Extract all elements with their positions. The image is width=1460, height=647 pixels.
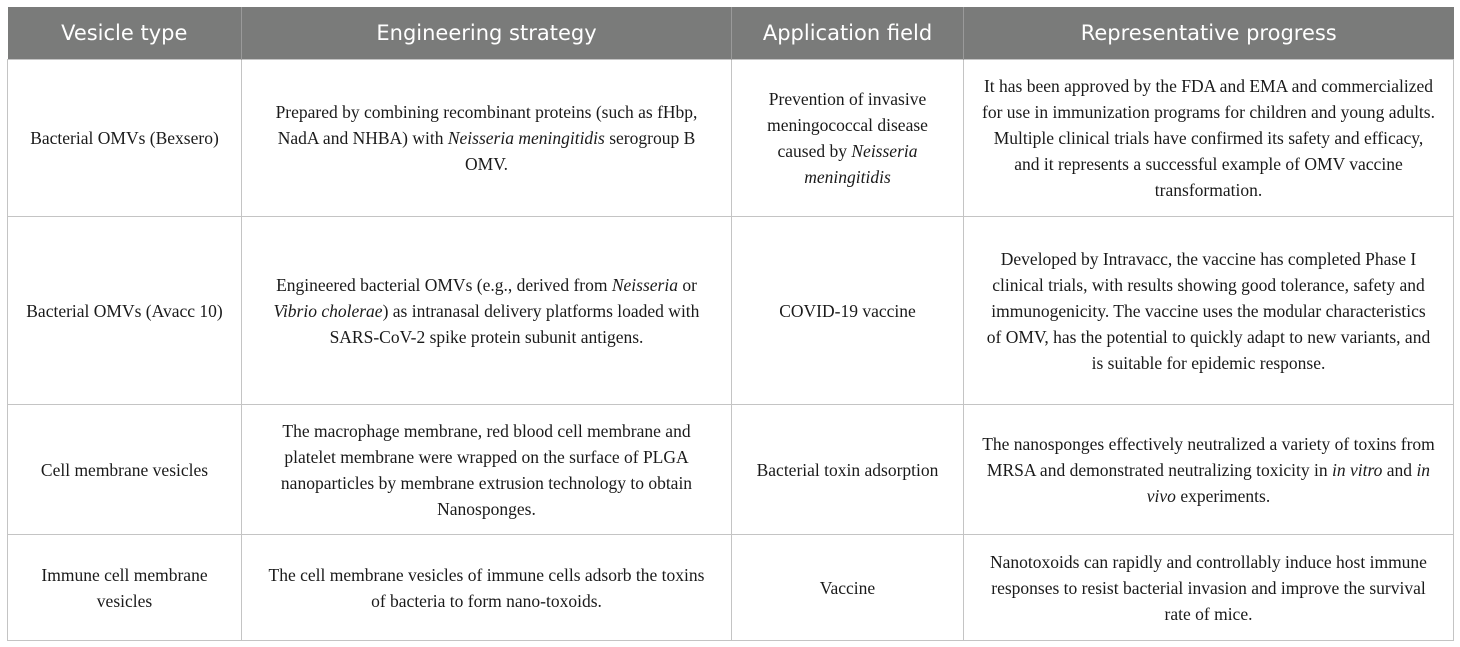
text: Prevention of invasive meningococcal disease caused by (767, 89, 928, 161)
cell-representative-progress (964, 535, 1454, 641)
header-application-field: Application field (732, 7, 964, 60)
text: It has been approved by the FDA and EMA and commercialized for use in immunization programs for children and young adults. Multiple clinical trials have confirmed its safety and efficacy, and it represents a successful example of OMV vaccine transformation. (982, 76, 1435, 200)
cell-representative-progress (964, 60, 1454, 217)
vesicle-table (7, 7, 1454, 641)
table-row (8, 405, 1454, 535)
text: Bacterial toxin adsorption (756, 459, 939, 480)
cell-vesicle-type (8, 535, 242, 641)
cell-engineering-strategy (242, 60, 732, 217)
cell-vesicle-type (8, 217, 242, 405)
header-vesicle-type: Vesicle type (8, 7, 242, 60)
text: Immune cell membrane vesicles (41, 564, 208, 611)
italic-text: Vibrio cholerae (273, 300, 383, 321)
text: The cell membrane vesicles of immune cells adsorb the toxins of bacteria to form nano-toxoids. (268, 564, 705, 611)
text: Developed by Intravacc, the vaccine has completed Phase I clinical trials, with results showing good tolerance, safety and immunogenicity. The vaccine uses the modular characteristics of OMV, has the potential to quickly adapt to new variants, and is suitable for epidemic response. (986, 248, 1431, 373)
cell-application-field (732, 60, 964, 217)
cell-representative-progress (964, 405, 1454, 535)
italic-text: in vitro (1332, 459, 1383, 480)
cell-application-field (732, 535, 964, 641)
text: Cell membrane vesicles (40, 459, 209, 480)
cell-engineering-strategy (242, 405, 732, 535)
table-row (8, 535, 1454, 641)
cell-representative-progress (964, 217, 1454, 405)
cell-vesicle-type (8, 60, 242, 217)
cell-vesicle-type (8, 405, 242, 535)
text: COVID-19 vaccine (779, 300, 916, 321)
italic-text: Neisseria meningitidis (447, 128, 605, 148)
text: The macrophage membrane, red blood cell membrane and platelet membrane were wrapped on the surface of PLGA nanoparticles by membrane extrusion technology to obtain Nanosponges. (280, 420, 693, 519)
text: ) as intranasal delivery platforms loaded with SARS-CoV-2 spike protein subunit antigens. (329, 300, 700, 347)
header-row (8, 7, 1454, 60)
cell-engineering-strategy (242, 217, 732, 405)
header-engineering-strategy: Engineering strategy (242, 7, 732, 60)
text: The nanosponges effectively neutralized a variety of toxins from MRSA and demonstrated neutralizing toxicity in (982, 433, 1435, 480)
text: and (1382, 459, 1417, 480)
text: Bacterial OMVs (Avacc 10) (26, 300, 223, 321)
table-row (8, 60, 1454, 217)
text: serogroup B OMV. (465, 128, 696, 174)
text: or (677, 274, 697, 295)
text: Bacterial OMVs (Bexsero) (30, 128, 219, 148)
text: experiments. (1175, 485, 1271, 506)
text: Nanotoxoids can rapidly and controllably induce host immune responses to resist bacterial invasion and improve the survival rate of mice. (990, 551, 1427, 624)
cell-application-field (732, 217, 964, 405)
text: Engineered bacterial OMVs (e.g., derived from (276, 274, 612, 295)
header-representative-progress: Representative progress (964, 7, 1454, 60)
text: Vaccine (819, 577, 876, 598)
italic-text: Neisseria (611, 274, 678, 295)
italic-text: in vivo (1146, 459, 1431, 506)
table-row (8, 217, 1454, 405)
text: Prepared by combining recombinant proteins (such as fHbp, NadA and NHBA) with (275, 102, 698, 148)
cell-application-field (732, 405, 964, 535)
italic-text: Neisseria meningitidis (804, 141, 918, 187)
cell-engineering-strategy (242, 535, 732, 641)
